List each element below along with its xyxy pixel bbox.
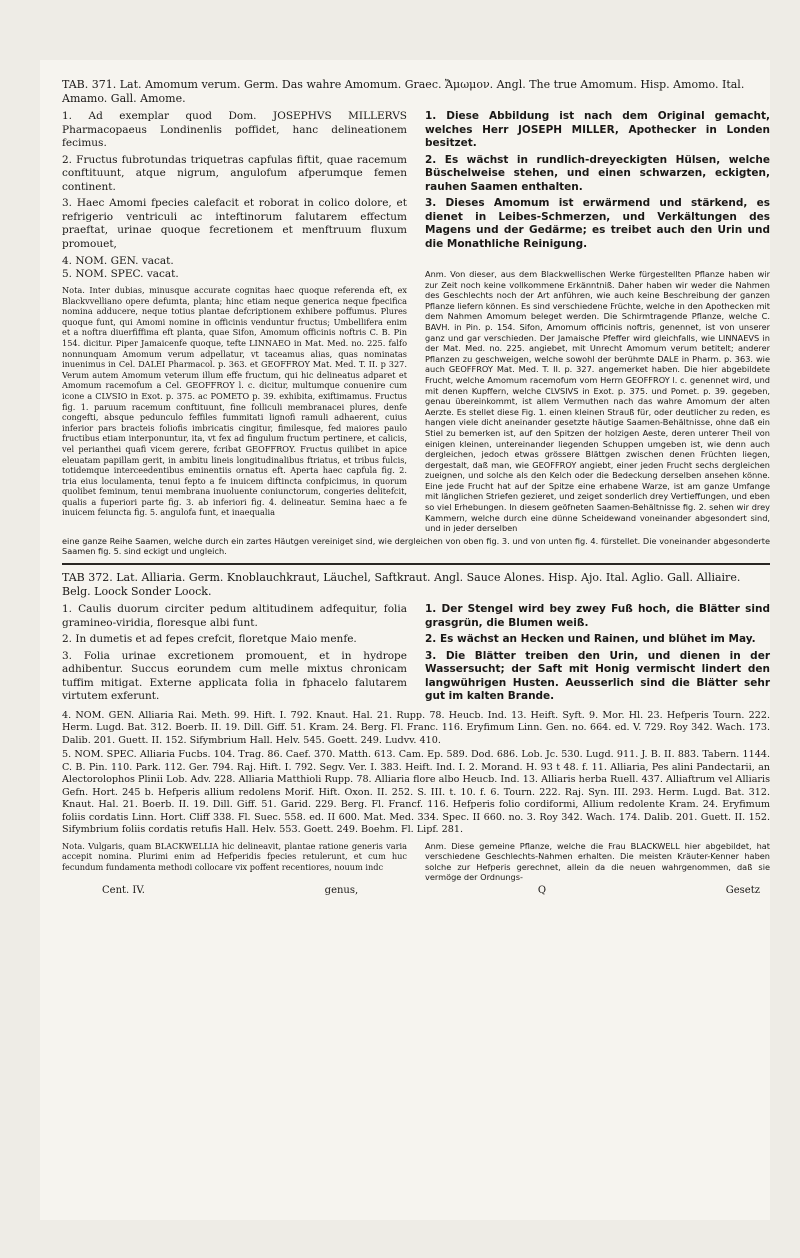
german-paragraph: 1. Diese Abbildung ist nach dem Original gemacht, welches Herr JOSEPH MILLER, Apothecker in Londen besitzet. bbox=[425, 110, 770, 149]
catchword-latin: genus, bbox=[324, 884, 359, 896]
entry-372-columns bbox=[62, 603, 770, 707]
german-paragraph: 2. Es wächst an Hecken und Rainen, und blühet im May. bbox=[425, 633, 756, 646]
german-paragraph: 2. Es wächst in rundlich-dreyeckigten Hülsen, welche Büschelweise stehen, und einen schwarzen, eckigten, rauhen Saamen enthalten. bbox=[425, 153, 770, 193]
signature-mark: Cent. IV. bbox=[102, 884, 145, 896]
german-paragraph: 1. Der Stengel wird bey zwey Fuß hoch, die Blätter sind grasgrün, die Blumen weiß. bbox=[425, 603, 770, 629]
german-paragraph: 3. Dieses Amomum ist erwärmend und stärkend, es dienet in Leibes-Schmerzen, und Verkältungen des Magens und der Gedärme; es treibet auch den Urin und die Monathliche Reinigung. bbox=[425, 197, 770, 250]
latin-paragraph: 3. Haec Amomi fpecies calefacit et roborat in colico dolore, et refrigerio ventriculi ac inteftinorum falutarem effectum praeftat, urinae quoque fecretionem et menftruum fluxum promouet, bbox=[62, 197, 407, 250]
section-divider bbox=[62, 563, 770, 565]
entry-371-columns bbox=[62, 110, 770, 534]
entry-372-german-column bbox=[425, 603, 770, 707]
catchword-german: Gesetz bbox=[725, 884, 760, 896]
nota-german: Anm. Von dieser, aus dem Blackwellischen Werke fürgestellten Pflanze haben wir zur Zeit noch keine vollkommene Erkänntniß. Daher haben wir weder die Nahmen des Geschlechts noch der Art anführen, wie auch keine Beschreibung der ganzen Pflanze liefern können. Es sind verschiedene Früchte, welche in den Apothecken mit dem Nahmen Amomum beleget werden. Die Schirmtragende Pflanze, welche C. BAVH. in Pin. p. 154. Sifon, Amomum officinis noftris, genennet, ist von unserer ganz und gar verschieden. Der Jamaische Pfeffer wird gleichfalls, wie LINNAEVS in der Mat. Med. no. 225. angiebet, mit Unrecht Amomum verum betitelt; anderer Pflanzen zu geschweigen, welche sowohl der berühmte DALE in Pharm. p. 363. wie auch GEOFFROY Mat. Med. T. II. p. 327. angemerket haben. Die hier abgebildete Frucht, welche Amomum racemofum vom Herrn GEOFFROY l. c. genennet wird, und mit denen Kupffern, welche CLVSIVS in Exot. p. 375. und Pomet. p. 39. gegeben, genau übereinkommt, ist allem Vermuthen nach das wahre Amomum der alten Aerzte. Es stellet diese Fig. 1. einen kleinen Strauß für, oder deutlicher zu reden, es hangen viele dicht aneinander gesetzte häutige Saamen-Behältnisse, ohne daß ein Stiel zu bemerken ist, auf den Spitzen der holzigen Aeste, deren unterer Theil von einigen kleinen, untereinander liegenden Schuppen umgeben ist, wie denn auch dergleichen, jedoch etwas grössere Blättgen zwischen denen Früchten liegen, dergestalt, daß man, wie GEOFFROY angiebt, einer jeden Frucht sechs dergleichen zueignen, und solche als den Kelch oder die Bedeckung derselben ansehen könne. Eine jede Frucht hat auf der Spitze eine erhabene Warze, ist am ganze Umfange mit länglichen Striefen gezieret, und zeiget sonderlich drey Vertieffungen, und eben so viel Erhebungen. In diesem geöfneten Saamen-Behältnisse fig. 2. sehen wir drey Kammern, welche durch eine dünne Scheidewand voneinander abgesondert sind, und in jeder derselben bbox=[425, 269, 770, 534]
entry-371-header: TAB. 371. Lat. Amomum verum. Germ. Das wahre Amomum. Graec. Ἄμωμον. Angl. The true Amomum. Hisp. Amomo. Ital. Amamo. Gall. Amome. bbox=[62, 78, 745, 105]
nota-latin: Nota. Inter dubias, minusque accurate cognitas haec quoque referenda eft, ex Blackvvelliano opere defumta, planta; hinc etiam neque generica neque fpecifica nomina adducere, neque totius plantae defcriptionem exhibere poffumus. Plures quoque funt, qui Amomi nomine in officinis venduntur fructus; Umbellifera enim et a noftra diuerfiffima eft planta, quae Sifon, Amomum officinis noftris C. B. Pin 154. dicitur. Piper Jamaicenfe quoque, tefte LINNAEO in Mat. Med. no. 225. falfo nonnunquam Amomum verum adpellatur, vt taceamus alias, quas nominatas inuenimus in Cel. DALEI Pharmacol. p. 363. et GEOFFROY Mat. Med. T. II. p 327. Verum autem Amomum veterum illum effe fructum, qui hic delineatus adparet et Amomum racemofum a Cel. GEOFFROY l. c. dicitur, multumque conuenire cum icone a CLVSIO in Exot. p. 375. ac POMETO p. 39. exhibita, exiftimamus. Fructus fig. 1. paruum racemum conftituunt, fine folliculi membranacei plures, denfe congefti, absque pedunculo feffiles fummitati lignofi ramuli adhaerent, cuius inferior pars bracteis foliofis imbricatis cingitur, fimilesque, fed maiores paulo fructibus etiam interponuntur, ita, vt fex ad fingulum fructum pertinere, et calicis, vel perianthei quafi vicem gerere, fcribat GEOFFROY. Fructus quilibet in apice eleuatam papillam gerit, in ambitu lineis longitudinalibus ftriatus, et tribus fulcis, totidemque interceedentibus eminentiis ornatus eft. Aperta haec capfula fig. 2. tria eius loculamenta, tenui fepto a fe inuicem diftincta confpicimus, in quorum quolibet feminum, tenui membrana inuoluente coniunctorum, congeries delitefcit, qualis a fuperiori parte fig. 3. ab inferiori fig. 4. delineatur. Semina haec a fe inuicem feiuncta fig. 5. angulofa funt, et inaequalia bbox=[62, 285, 407, 518]
nota-german: Anm. Diese gemeine Pflanze, welche die Frau BLACKWELL hier abgebildet, hat verschiedene Geschlechts-Nahmen erhalten. Die meisten Kräuter-Kenner haben solche zur Hefperis gerechnet, allein da die neuen wahrgenommen, daß sie vermöge der Ordnungs- bbox=[425, 840, 770, 883]
latin-paragraph: 1. Ad exemplar quod Dom. JOSEPHVS MILLERVS Pharmacopaeus Londinenlis poffidet, hanc delineationem fecimus. bbox=[62, 110, 407, 149]
latin-paragraph: 3. Folia urinae excretionem promouent, et in hydrope adhibentur. Succus eorundem cum melle mixtus chronicam tuffim mitigat. Externe applicata folia in fphacelo falutarem virtutem exferunt. bbox=[62, 649, 407, 703]
entry-372-nota-columns bbox=[62, 841, 770, 883]
entry-372-nota-latin-column bbox=[62, 841, 407, 883]
nota-end: eine ganze Reihe Saamen, welche durch ein zartes Häutgen vereiniget sind, wie dergleichen von oben fig. 3. und von unten fig. 4. fürstellet. Die voneinander abgesonderte Saamen fig. 5. sind eckigt und ungleich. bbox=[62, 535, 770, 557]
page-content bbox=[62, 78, 770, 896]
signature-mark-german: Q bbox=[537, 884, 547, 896]
latin-paragraph: 2. Fructus fubrotundas triquetras capfulas fiftit, quae racemum conftituunt, atque nigrum, angulofum afperumque femen continent. bbox=[62, 153, 407, 193]
latin-paragraph: 2. In dumetis et ad fepes crefcit, floretque Maio menfe. bbox=[62, 633, 357, 646]
entry-371-latin-column bbox=[62, 110, 407, 534]
nom-gen: 4. NOM. GEN. Alliaria Rai. Meth. 99. Hift. I. 792. Knaut. Hal. 21. Rupp. 78. Heucb. Ind. 13. Heift. Syft. 9. Mor. Hl. 23. Hefperis Tourn. 222. Herm. Lugd. Bat. 312. Boerb. II. 19. Dill. Giff. 51. Kram. 24. Berg. Fl. Franc. 116. Eryfimum Linn. Gen. no. 664. ed. V. 729. Roy 342. Wach. 173. Dalib. 201. Guett. II. 152. Sifymbrium Hall. Helv. 545. Goett. 249. Ludvv. 410. bbox=[62, 709, 770, 746]
entry-372-nota-german-column bbox=[425, 841, 770, 883]
page-footer bbox=[62, 885, 770, 896]
entry-372-header: TAB 372. Lat. Alliaria. Germ. Knoblauchkraut, Läuchel, Saftkraut. Angl. Sauce Alones. Hisp. Ajo. Ital. Aglio. Gall. Alliaire. Belg. Loock Sonder Loock. bbox=[62, 571, 741, 599]
nom-spec: 5. NOM. SPEC. Alliaria Fucbs. 104. Trag. 86. Caef. 370. Matth. 613. Cam. Ep. 589. Dod. 686. Lob. Jc. 530. Lugd. 911. J. B. II. 883. Tabern. 1144. C. B. Pin. 110. Park. 112. Ger. 794. Raj. Hift. I. 792. Segv. Ver. I. 383. Heift. Ind. I. 2. Morand. H. 93 t 48. f. 11. Alliaria, Pes alini Pandectarii, an Alectorolophos Plinii Lob. Adv. 228. Alliaria Matthioli Rupp. 78. Alliaria flore albo Heucb. Ind. 13. Alliaris herba Ruell. 437. Alliaftrum vel Alliaris Gefn. Hort. 245 b. Hefperis allium redolens Morif. Hift. Oxon. II. 252. S. III. t. 10. f. 6. Tourn. 222. Raj. Syn. III. 293. Herm. Lugd. Bat. 312. Knaut. Hal. 21. Boerb. II. 19. Dill. Giff. 51. Garid. 229. Berg. Fl. Francf. 116. Hefperis folio cordiformi, Allium redolente Kram. 24. Eryfimum foliis cordatis Linn. Hort. Cliff 338. Fl. Suec. 558. ed. II 600. Mat. Med. 334. Spec. II 660. no. 3. Roy 342. Wach. 174. Dalib. 201. Guett. II. 152. Sifymbrium foliis cordatis retufis Hall. Helv. 553. Goett. 249. Boehm. Fl. Lipf. 281. bbox=[62, 749, 770, 836]
latin-paragraph: 1. Caulis duorum circiter pedum altitudinem adfequitur, folia gramineo-viridia, floresque albi funt. bbox=[62, 603, 407, 629]
nota-latin: Nota. Vulgaris, quam BLACKWELLIA hic delineavit, plantae ratione generis varia accepit nomina. Plurimi enim ad Hefperidis fpecies retulerunt, et cum huc fecundum fundamenta methodi collocare vix poffent recentiores, nouum indc bbox=[62, 840, 407, 872]
entry-372-latin-column bbox=[62, 603, 407, 707]
german-paragraph: 3. Die Blätter treiben den Urin, und dienen in der Wassersucht; der Saft mit Honig vermischt lindert den langwührigen Husten. Aeusserlich sind die Blätter sehr gut im kalten Brande. bbox=[425, 649, 770, 703]
entry-371-german-column bbox=[425, 110, 770, 534]
nom-gen: 4. NOM. GEN. vacat. bbox=[62, 255, 174, 267]
book-page bbox=[40, 60, 770, 1220]
nom-spec: 5. NOM. SPEC. vacat. bbox=[62, 268, 179, 280]
